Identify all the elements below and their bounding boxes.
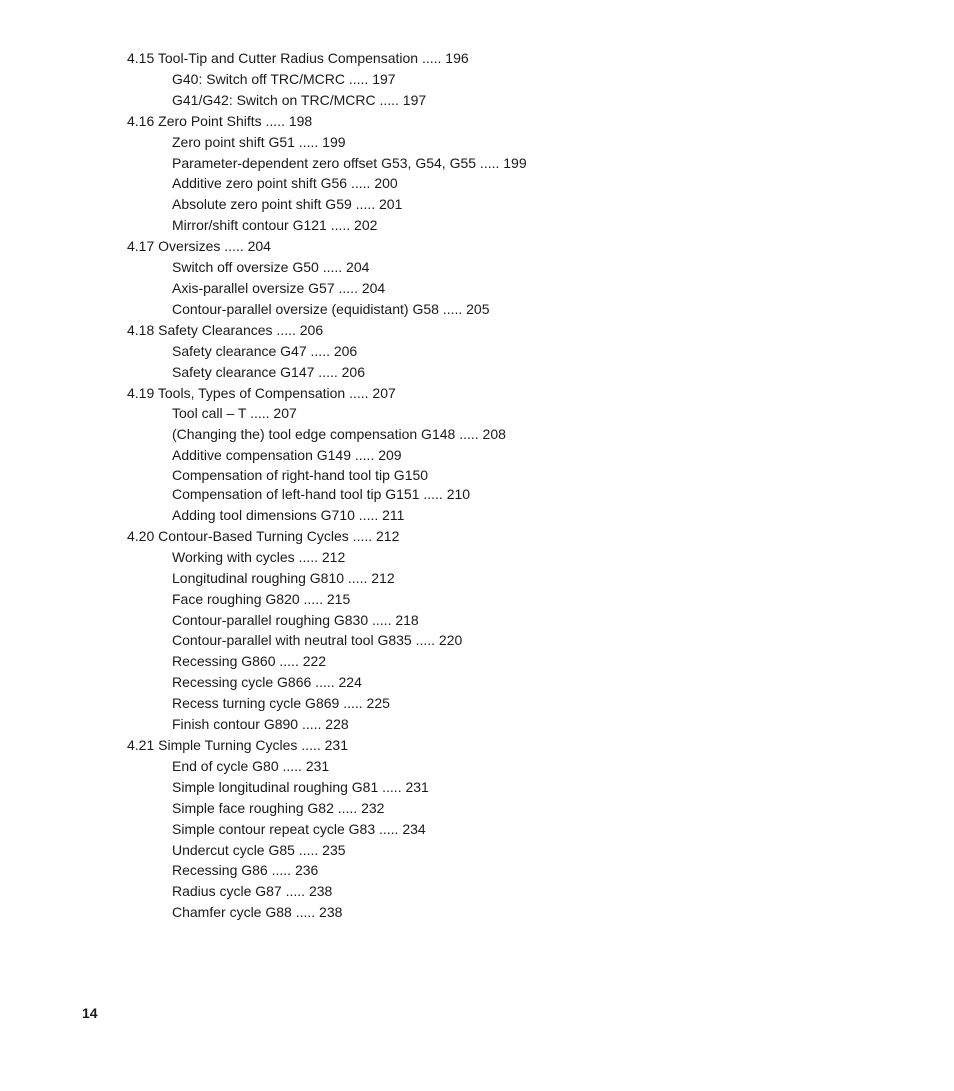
toc-subentry: Axis-parallel oversize G57 ..... 204: [172, 279, 386, 296]
toc-entry: 4.20 Contour-Based Turning Cycles ..... 212: [127, 527, 400, 544]
toc-subentry: Tool call – T ..... 207: [172, 405, 297, 422]
toc-entry: 4.15 Tool-Tip and Cutter Radius Compensation ..... 196: [127, 50, 469, 66]
toc-subentry: Undercut cycle G85 ..... 235: [172, 841, 346, 858]
toc-entry: 4.16 Zero Point Shifts ..... 198: [127, 112, 313, 129]
toc-subentry: Finish contour G890 ..... 228: [172, 716, 349, 733]
toc-subentry: Contour-parallel oversize (equidistant) G58 ..... 205: [172, 300, 490, 317]
page-number: 14: [82, 1005, 98, 1021]
toc-subentry: Contour-parallel with neutral tool G835 ..... 220: [172, 632, 463, 649]
table-of-contents: [0, 48, 954, 923]
toc-subentry: Parameter-dependent zero offset G53, G54, G55 ..... 199: [172, 154, 527, 171]
toc-subentry: Simple longitudinal roughing G81 ..... 231: [172, 778, 429, 795]
toc-subentry: Compensation of right-hand tool tip G150: [172, 467, 429, 484]
toc-subentry: Longitudinal roughing G810 ..... 212: [172, 569, 395, 586]
toc-subentry: Face roughing G820 ..... 215: [172, 590, 351, 607]
toc-subentry: G41/G42: Switch on TRC/MCRC ..... 197: [172, 91, 427, 108]
toc-subentry: Simple face roughing G82 ..... 232: [172, 799, 385, 816]
toc-subentry: Additive compensation G149 ..... 209: [172, 447, 402, 464]
toc-subentry: Contour-parallel roughing G830 ..... 218: [172, 611, 419, 628]
toc-subentry: Simple contour repeat cycle G83 ..... 234: [172, 820, 426, 837]
toc-entry: 4.17 Oversizes ..... 204: [127, 238, 271, 255]
toc-subentry: Safety clearance G147 ..... 206: [172, 363, 366, 380]
toc-subentry: Chamfer cycle G88 ..... 238: [172, 904, 343, 921]
toc-subentry: Switch off oversize G50 ..... 204: [172, 259, 370, 276]
toc-subentry: Absolute zero point shift G59 ..... 201: [172, 196, 403, 213]
toc-subentry: Recessing G86 ..... 236: [172, 862, 319, 879]
toc-entry: 4.18 Safety Clearances ..... 206: [127, 321, 324, 338]
toc-subentry: Safety clearance G47 ..... 206: [172, 342, 358, 359]
toc-subentry: Additive zero point shift G56 ..... 200: [172, 175, 398, 192]
toc-subentry: Working with cycles ..... 212: [172, 548, 346, 565]
toc-subentry: Recessing cycle G866 ..... 224: [172, 674, 362, 691]
toc-subentry: Mirror/shift contour G121 ..... 202: [172, 217, 378, 234]
toc-subentry: (Changing the) tool edge compensation G148 ..... 208: [172, 426, 506, 443]
toc-subentry: Compensation of left-hand tool tip G151 ..... 210: [172, 486, 471, 503]
toc-subentry: Recessing G860 ..... 222: [172, 653, 327, 670]
toc-subentry: Adding tool dimensions G710 ..... 211: [172, 507, 405, 524]
toc-subentry: Recess turning cycle G869 ..... 225: [172, 695, 390, 712]
toc-entry: 4.19 Tools, Types of Compensation ..... 207: [127, 384, 396, 401]
toc-subentry: End of cycle G80 ..... 231: [172, 757, 330, 774]
toc-subentry: G40: Switch off TRC/MCRC ..... 197: [172, 70, 396, 87]
toc-subentry: Radius cycle G87 ..... 238: [172, 883, 333, 900]
toc-subentry: Zero point shift G51 ..... 199: [172, 133, 346, 150]
toc-entry: 4.21 Simple Turning Cycles ..... 231: [127, 737, 348, 753]
